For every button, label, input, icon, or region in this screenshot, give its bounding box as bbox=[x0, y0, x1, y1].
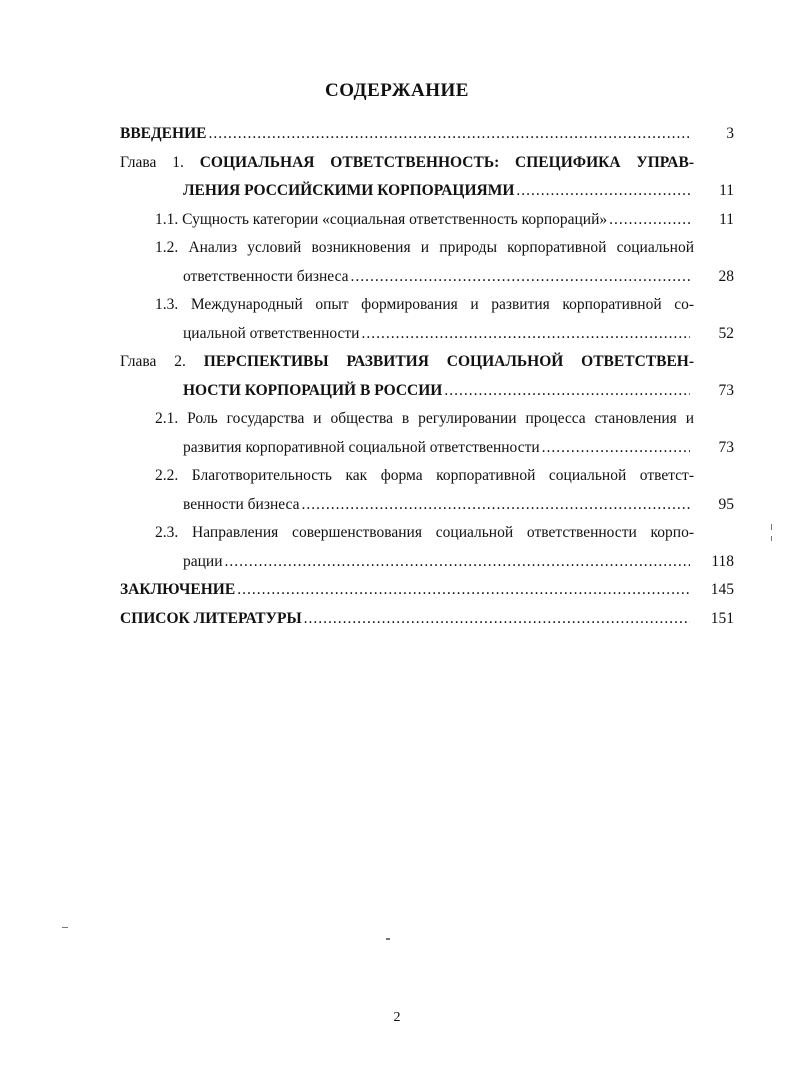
toc-page-number: 151 bbox=[710, 609, 734, 627]
table-of-contents bbox=[120, 120, 734, 633]
chapter-prefix: Глава 2. bbox=[120, 353, 204, 370]
dot-leader bbox=[516, 177, 690, 206]
toc-entry-label-continuation: циальной ответственности bbox=[183, 324, 360, 342]
toc-page-number: 145 bbox=[710, 581, 734, 598]
toc-entry-label: 1.3. Международный опыт формирования и развития корпоративной со- bbox=[155, 296, 694, 313]
dot-leader bbox=[609, 206, 690, 235]
dot-leader bbox=[351, 263, 690, 292]
toc-entry-label-continuation: НОСТИ КОРПОРАЦИЙ В РОССИИ bbox=[183, 381, 443, 399]
toc-entry-label: 2.1. Роль государства и общества в регулировании процесса становления и bbox=[155, 410, 694, 427]
toc-entry-label-continuation: ответственности бизнеса bbox=[183, 267, 349, 285]
toc-entry-chapter-1[interactable] bbox=[120, 149, 734, 206]
toc-entry-section-1-3[interactable] bbox=[120, 291, 734, 348]
chapter-prefix: Глава 1. bbox=[120, 153, 200, 171]
dot-leader bbox=[361, 320, 690, 349]
toc-entry-label: ЗАКЛЮЧЕНИЕ bbox=[120, 581, 236, 598]
toc-entry-introduction[interactable] bbox=[120, 120, 734, 149]
toc-entry-label-continuation: рации bbox=[183, 552, 223, 570]
toc-page-number: 95 bbox=[718, 495, 734, 513]
scan-speck bbox=[386, 938, 390, 940]
dot-leader bbox=[444, 377, 690, 406]
toc-page-number: 11 bbox=[719, 182, 734, 199]
page-number: 2 bbox=[393, 1010, 401, 1025]
dot-leader bbox=[225, 548, 690, 577]
toc-entry-label: СОЦИАЛЬНАЯ ОТВЕТСТВЕННОСТЬ: СПЕЦИФИКА УПРАВ- bbox=[199, 153, 694, 171]
scan-speck bbox=[771, 524, 772, 530]
toc-entry-conclusion[interactable] bbox=[120, 576, 734, 605]
toc-title: СОДЕРЖАНИЕ bbox=[325, 80, 469, 101]
toc-entry-label-continuation: венности бизнеса bbox=[183, 495, 300, 513]
toc-page-number: 73 bbox=[718, 381, 734, 399]
toc-entry-label: 1.2. Анализ условий возникновения и природы корпоративной социальной bbox=[155, 239, 694, 256]
toc-entry-label-continuation: ЛЕНИЯ РОССИЙСКИМИ КОРПОРАЦИЯМИ bbox=[183, 182, 515, 199]
toc-page-number: 11 bbox=[719, 210, 734, 228]
dot-leader bbox=[301, 491, 690, 520]
toc-entry-label: 2.2. Благотворительность как форма корпоративной социальной ответст- bbox=[155, 467, 694, 484]
toc-page-number: 52 bbox=[718, 324, 734, 342]
toc-page-number: 118 bbox=[711, 552, 734, 570]
scan-speck bbox=[771, 536, 772, 541]
dot-leader bbox=[208, 120, 690, 149]
toc-entry-label: СПИСОК ЛИТЕРАТУРЫ bbox=[120, 609, 302, 627]
dot-leader bbox=[542, 434, 690, 463]
toc-entry-label: 1.1. Сущность категории «социальная ответственность корпораций» bbox=[155, 210, 608, 228]
toc-entry-section-2-3[interactable] bbox=[120, 519, 734, 576]
toc-entry-bibliography[interactable] bbox=[120, 605, 734, 634]
toc-page-number: 73 bbox=[718, 438, 734, 456]
toc-entry-section-2-1[interactable] bbox=[120, 405, 734, 462]
toc-entry-section-1-2[interactable] bbox=[120, 234, 734, 291]
dot-leader bbox=[237, 576, 690, 605]
toc-entry-label: ПЕРСПЕКТИВЫ РАЗВИТИЯ СОЦИАЛЬНОЙ ОТВЕТСТВЕН- bbox=[203, 353, 694, 370]
toc-page-number: 3 bbox=[726, 125, 734, 142]
scan-speck bbox=[62, 927, 68, 928]
dot-leader bbox=[304, 605, 690, 634]
toc-entry-label-continuation: развития корпоративной социальной ответственности bbox=[183, 438, 540, 456]
toc-page-number: 28 bbox=[718, 267, 734, 285]
toc-entry-section-1-1[interactable] bbox=[120, 206, 734, 235]
toc-entry-section-2-2[interactable] bbox=[120, 462, 734, 519]
toc-entry-label: 2.3. Направления совершенствования социальной ответственности корпо- bbox=[155, 524, 694, 541]
toc-entry-label: ВВЕДЕНИЕ bbox=[120, 125, 207, 142]
toc-entry-chapter-2[interactable] bbox=[120, 348, 734, 405]
